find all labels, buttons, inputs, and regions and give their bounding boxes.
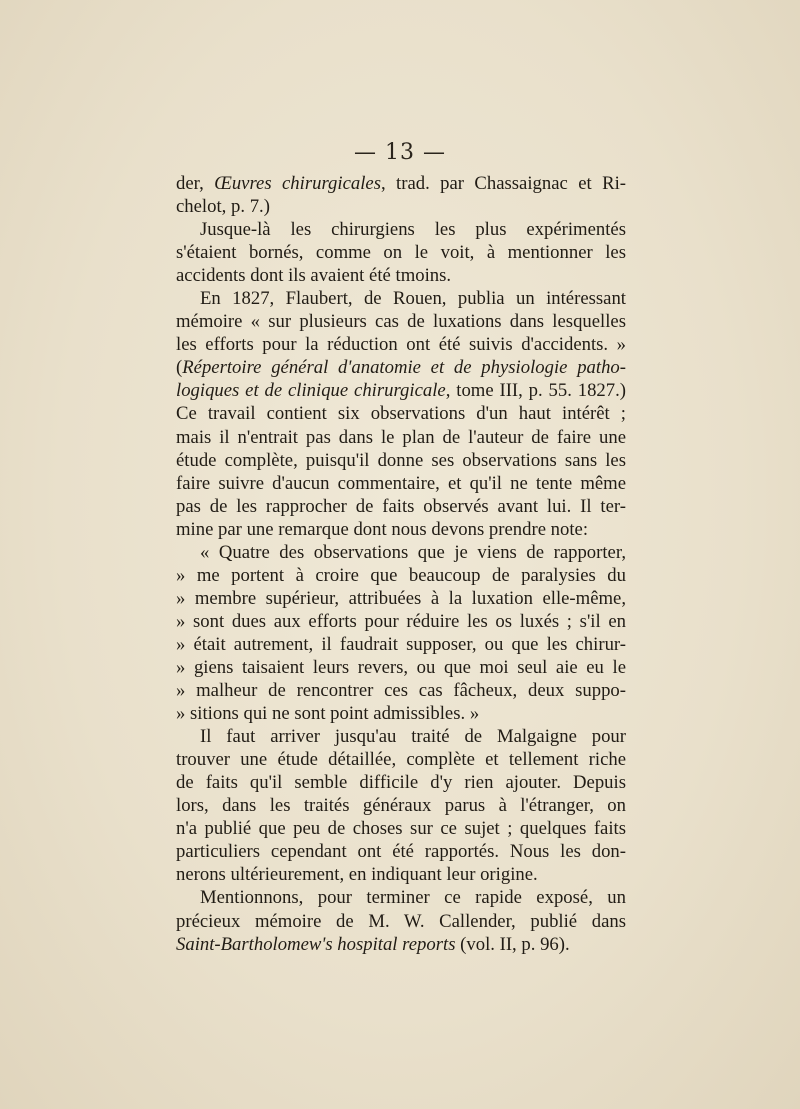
text-line: précieux mémoire de M. W. Callender, publié dans: [176, 910, 626, 932]
text-line: » malheur de rencontrer ces cas fâcheux, deux suppo-: [176, 680, 626, 702]
text-line: mais il n'entrait pas dans le plan de l'auteur de faire une: [176, 426, 626, 448]
text-line: chelot, p. 7.): [176, 196, 270, 218]
text-line: (Répertoire général d'anatomie et de physiologie patho-: [176, 357, 626, 379]
text-line: » me portent à croire que beaucoup de paralysies du: [176, 564, 626, 586]
text-line: pas de les rapprocher de faits observés avant lui. Il ter-: [176, 495, 626, 517]
text-line: » giens taisaient leurs revers, ou que moi seul aie eu le: [176, 656, 626, 678]
italic-title: Répertoire général d'anatomie et de physiologie patho-: [182, 357, 626, 379]
paragraph: [176, 172, 626, 218]
text-line: » était autrement, il faudrait supposer, ou que les chirur-: [176, 633, 626, 655]
text-line: de faits qu'il semble difficile d'y rien ajouter. Depuis: [176, 772, 626, 794]
text-line: logiques et de clinique chirurgicale, tome III, p. 55. 1827.): [176, 380, 626, 402]
text-line: Saint-Bartholomew's hospital reports (vol. II, p. 96).: [176, 933, 570, 955]
page-number: — 13 —: [354, 140, 446, 165]
paragraph: [176, 886, 626, 955]
text-line: faire suivre d'aucun commentaire, et qu'il ne tente même: [176, 472, 626, 494]
text-line: der, Œuvres chirurgicales, trad. par Chassaignac et Ri-: [176, 173, 626, 194]
body-text: [176, 172, 626, 956]
text-line: » sitions qui ne sont point admissibles. »: [176, 703, 480, 725]
text-line: « Quatre des observations que je viens de rapporter,: [200, 541, 626, 563]
text-line: Il faut arriver jusqu'au traité de Malgaigne pour: [200, 726, 626, 748]
text-line: mine par une remarque dont nous devons prendre note:: [176, 518, 589, 540]
paragraph: [176, 218, 626, 287]
text-line: » membre supérieur, attribuées à la luxation elle-même,: [176, 587, 626, 609]
text-line: mémoire « sur plusieurs cas de luxations dans lesquelles: [176, 311, 626, 333]
text-line: En 1827, Flaubert, de Rouen, publia un intéressant: [200, 288, 626, 310]
paragraph: [176, 541, 626, 725]
text-line: s'étaient bornés, comme on le voit, à mentionner les: [176, 242, 626, 264]
text-line: les efforts pour la réduction ont été suivis d'accidents. »: [176, 334, 626, 356]
italic-title: Saint-Bartholomew's hospital reports: [176, 933, 456, 955]
text-line: accidents dont ils avaient été tmoins.: [176, 265, 452, 287]
text-line: Jusque-là les chirurgiens les plus expérimentés: [200, 219, 626, 241]
text-line: nerons ultérieurement, en indiquant leur origine.: [176, 864, 538, 886]
text-line: particuliers cependant ont été rapportés. Nous les don-: [176, 841, 626, 863]
text-line: n'a publié que peu de choses sur ce sujet ; quelques faits: [176, 818, 626, 840]
italic-title: Œuvres chirurgicales: [214, 173, 381, 194]
text-line: Mentionnons, pour terminer ce rapide exposé, un: [200, 887, 626, 909]
paragraph: [176, 287, 626, 541]
text-line: lors, dans les traités généraux parus à l'étranger, on: [176, 795, 626, 817]
text-line: étude complète, puisqu'il donne ses observations sans les: [176, 449, 626, 471]
paragraph: [176, 725, 626, 886]
text-line: Ce travail contient six observations d'un haut intérêt ;: [176, 403, 626, 425]
text-line: trouver une étude détaillée, complète et tellement riche: [176, 749, 626, 771]
text-line: » sont dues aux efforts pour réduire les os luxés ; s'il en: [176, 610, 626, 632]
italic-title: logiques et de clinique chirurgicale: [176, 380, 446, 402]
